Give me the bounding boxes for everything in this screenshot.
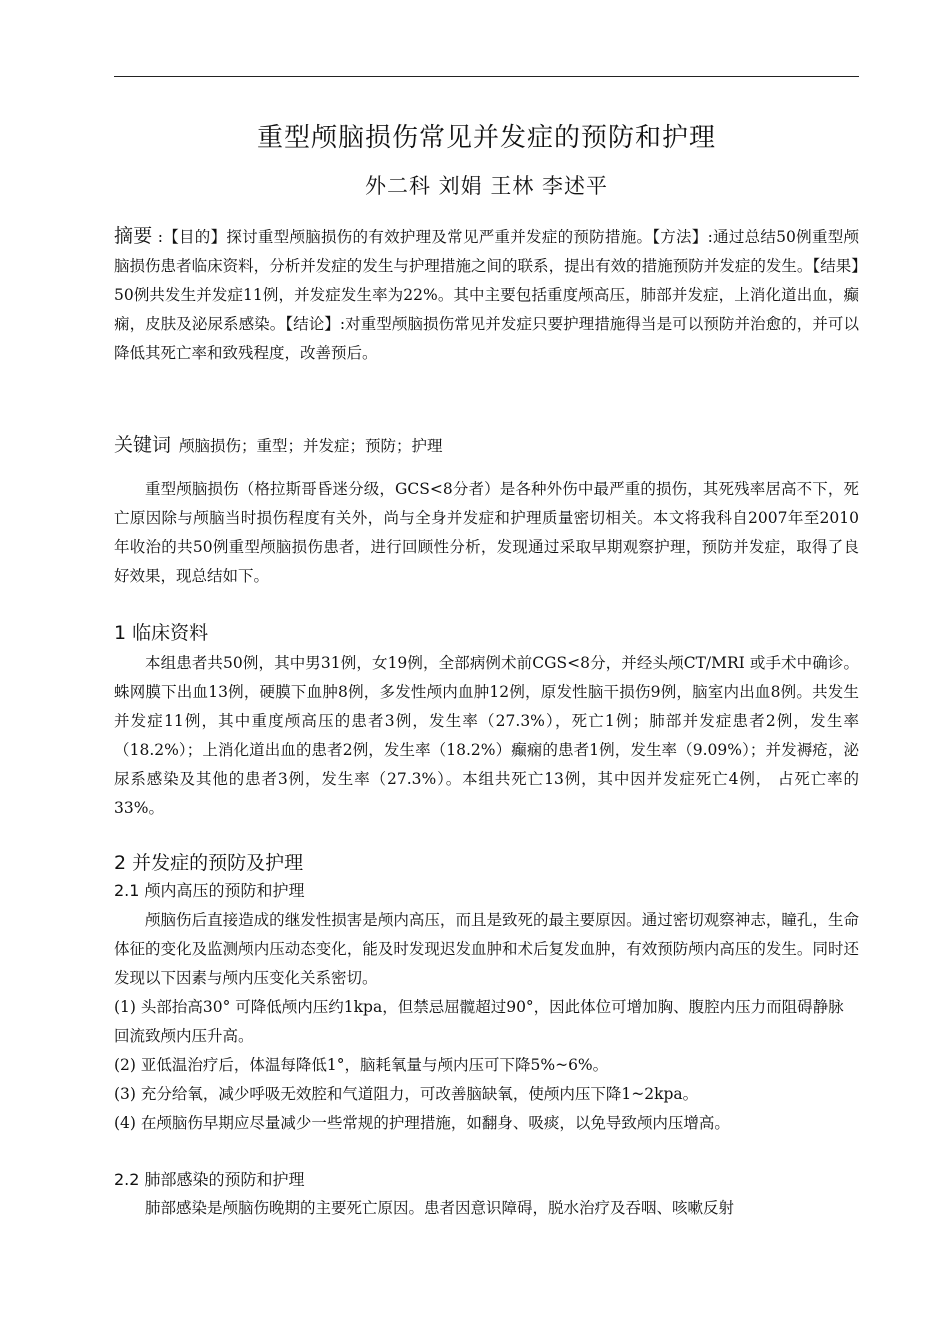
section-2-2-heading: 2.2 肺部感染的预防和护理: [114, 1170, 305, 1189]
keywords-text: 颅脑损伤；重型；并发症；预防；护理: [179, 437, 443, 455]
section-1-paragraph: 本组患者共50例，其中男31例，女19例，全部病例术前CGS<8分，并经头颅CT/MRI 或手术中确诊。蛛网膜下出血13例，硬膜下血肿8例，多发性颅内血肿12例，原发性脑干损伤9例，脑室内出血8例。共发生并发症11例，其中重度颅高压的患者3例，发生率（27.3%），死亡1例；肺部并发症患者2例，发生率（18.2%）；上消化道出血的患者2例，发生率（18.2%）癫痫的患者1例，发生率（9.09%）；并发褥疮，泌尿系感染及其他的患者3例，发生率（27.3%）。本组共死亡13例，其中因并发症死亡4例， 占死亡率的33%。: [114, 654, 859, 817]
section-2-1-paragraph: 颅脑伤后直接造成的继发性损害是颅内高压，而且是致死的最主要原因。通过密切观察神志，瞳孔，生命体征的变化及监测颅内压动态变化，能及时发现迟发血肿和术后复发血肿，有效预防颅内高压的发生。同时还发现以下因素与颅内压变化关系密切。: [114, 911, 859, 987]
list-item: (3) 充分给氧，减少呼吸无效腔和气道阻力，可改善脑缺氧，使颅内压下降1~2kpa。: [114, 1085, 699, 1103]
intro-paragraph: 重型颅脑损伤（格拉斯哥昏迷分级，GCS<8分者）是各种外伤中最严重的损伤，其死残率居高不下，死亡原因除与颅脑当时损伤程度有关外，尚与全身并发症和护理质量密切相关。本文将我科自2007年至2010年收治的共50例重型颅脑损伤患者，进行回顾性分析，发现通过采取早期观察护理，预防并发症，取得了良好效果，现总结如下。: [114, 480, 859, 585]
abstract: [114, 222, 859, 368]
abstract-label: 摘要: [114, 225, 153, 247]
section-2-1-heading: 2.1 颅内高压的预防和护理: [114, 881, 305, 900]
list-item: (1) 头部抬高30° 可降低颅内压约1kpa，但禁忌屈髋超过90°，因此体位可增加胸、腹腔内压力而阻碍静脉回流致颅内压升高。: [114, 998, 844, 1045]
header-rule: [114, 76, 859, 77]
author-list: 外二科 刘娟 王林 李述平: [364, 174, 609, 198]
list-item: (2) 亚低温治疗后，体温每降低1°，脑耗氧量与颅内压可下降5%~6%。: [114, 1056, 609, 1074]
list-item: (4) 在颅脑伤早期应尽量减少一些常规的护理措施，如翻身、吸痰，以免导致颅内压增高。: [114, 1114, 730, 1132]
section-1-heading: 1 临床资料: [114, 622, 209, 644]
keywords-label: 关键词: [114, 434, 172, 456]
section-2-2-paragraph: 肺部感染是颅脑伤晚期的主要死亡原因。患者因意识障碍，脱水治疗及吞咽、咳嗽反射: [145, 1199, 735, 1217]
abstract-text: :【目的】探讨重型颅脑损伤的有效护理及常见严重并发症的预防措施。【方法】:通过总结50例重型颅脑损伤患者临床资料，分析并发症的发生与护理措施之间的联系，提出有效的措施预防并发症的发生。【结果】50例共发生并发症11例，并发症发生率为22%。其中主要包括重度颅高压，肺部并发症，上消化道出血，癫痫，皮肤及泌尿系感染。【结论】:对重型颅脑损伤常见并发症只要护理措施得当是可以预防并治愈的，并可以降低其死亡率和致残程度，改善预后。: [114, 228, 859, 362]
paper-title: 重型颅脑损伤常见并发症的预防和护理: [256, 123, 716, 153]
section-2-heading: 2 并发症的预防及护理: [114, 852, 304, 874]
keywords: [114, 430, 859, 461]
